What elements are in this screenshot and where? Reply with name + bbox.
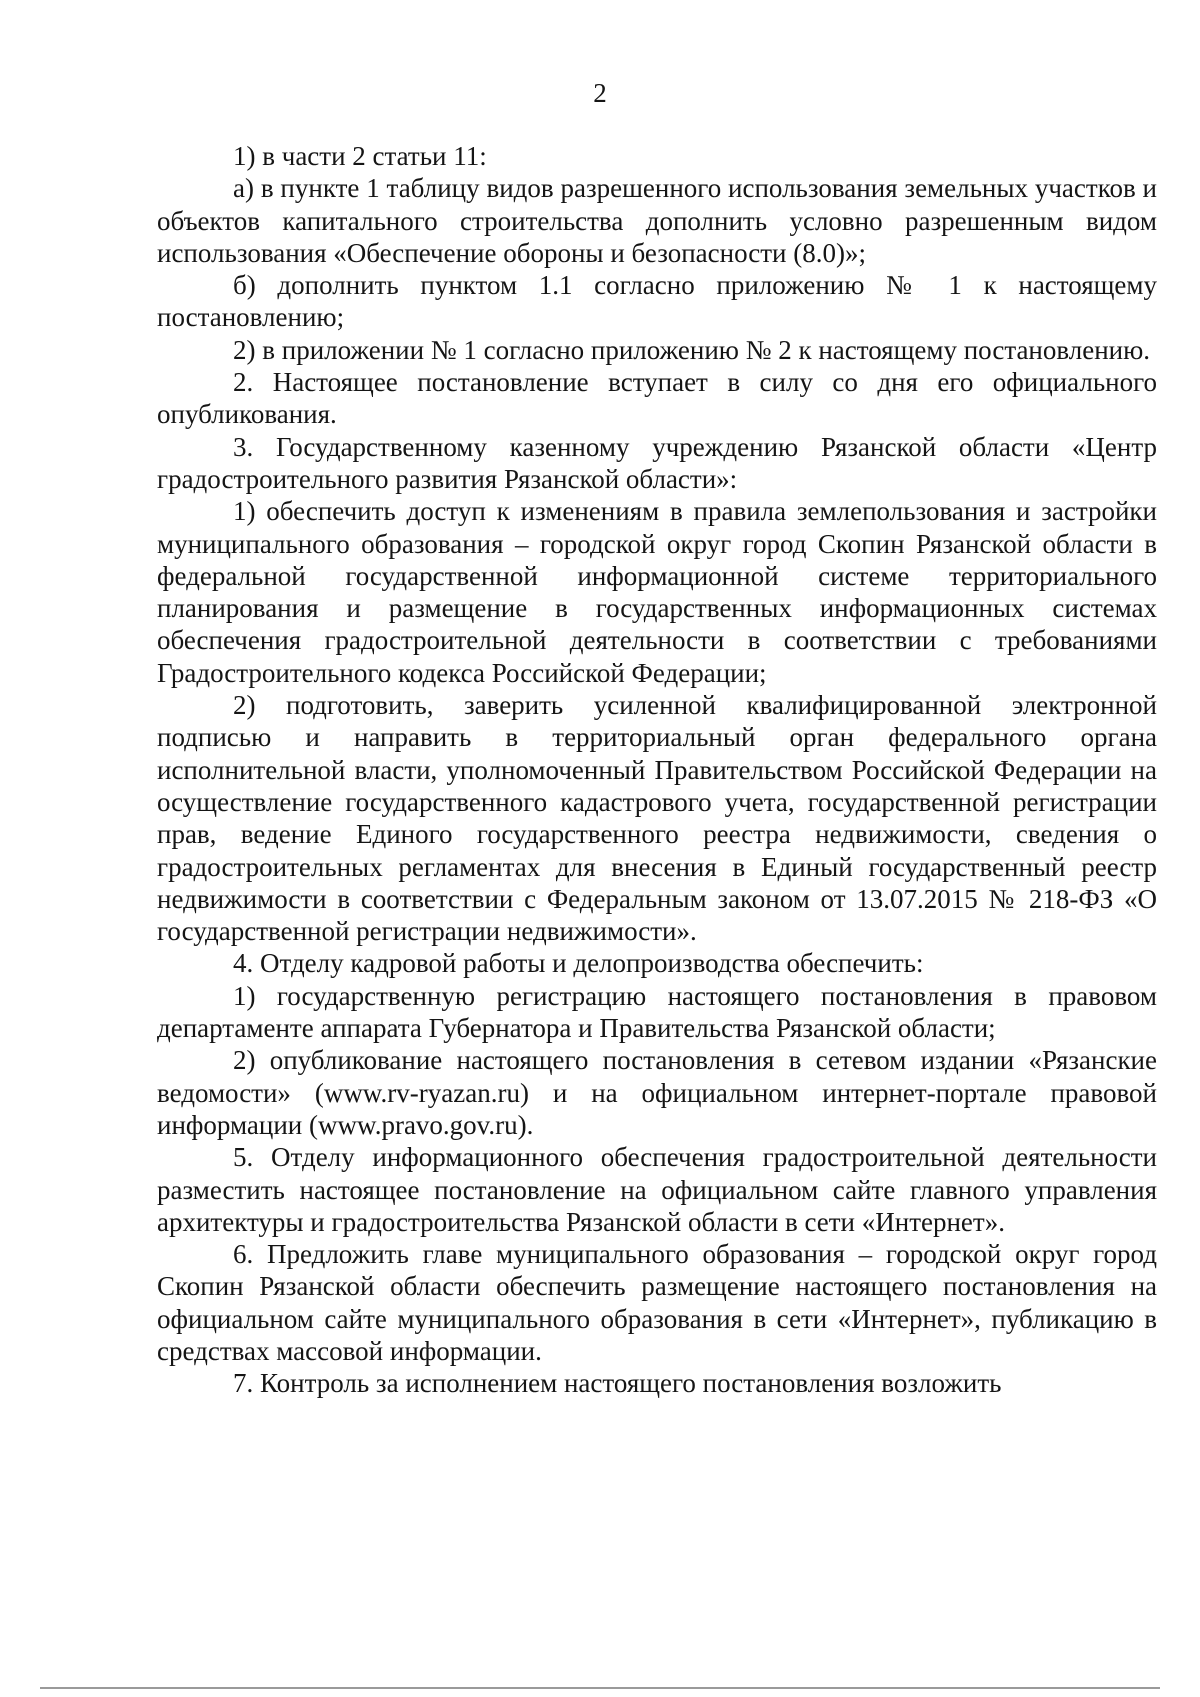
paragraph-clause-7: 7. Контроль за исполнением настоящего постановления возложить [233,1368,1002,1399]
paragraph-clause-4-item-1: 1) государственную регистрацию настоящего постановления в правовом департаменте аппарата Губернатора и Правительства Рязанской области; [157,980,1157,1044]
paragraph-clause-3-item-2: 2) подготовить, заверить усиленной квалифицированной электронной подписью и направить в территориальный орган федерального органа исполнительной власти, уполномоченный Правительством Российской Федерации на осуществление государственного кадастрового учета, государственной регистрации прав, ведение Единого государственного реестра недвижимости, сведения о градостроительных регламентах для внесения в Единый государственный реестр недвижимости в соответствии с Федеральным законом от 13.07.2015 № 218-ФЗ «О государственной регистрации недвижимости». [157,690,1157,947]
paragraph-subitem-a: а) в пункте 1 таблицу видов разрешенного использования земельных участков и объектов капитального строительства дополнить условно разрешенным видом использования «Обеспечение обороны и безопасности (8.0)»; [157,173,1157,268]
paragraph-clause-3: 3. Государственному казенному учреждению Рязанской области «Центр градостроительного развития Рязанской области»: [157,431,1157,494]
document-body [157,140,1157,1400]
paragraph-subitem-b: б) дополнить пунктом 1.1 согласно приложению № 1 к настоящему постановлению; [157,270,1157,333]
paragraph-part-2-article-11: 1) в части 2 статьи 11: [233,141,487,171]
paragraph-clause-4: 4. Отделу кадровой работы и делопроизводства обеспечить: [233,948,924,979]
paragraph-clause-3-item-1: 1) обеспечить доступ к изменениям в правила землепользования и застройки муниципального образования – городской округ город Скопин Рязанской области в федеральной государственной информационной системе территориального планирования и размещение в государственных информационных системах обеспечения градостроительной деятельности в соответствии с требованиями Градостроительного кодекса Российской Федерации; [157,496,1157,688]
paragraph-clause-2: 2. Настоящее постановление вступает в силу со дня его официального опубликования. [157,367,1157,430]
paragraph-item-2-appendix: 2) в приложении № 1 согласно приложению № 2 к настоящему постановлению. [233,334,1151,365]
paragraph-clause-5: 5. Отделу информационного обеспечения градостроительной деятельности разместить настоящее постановление на официальном сайте главного управления архитектуры и градостроительства Рязанской области в сети «Интернет». [157,1142,1157,1237]
scan-bottom-edge [40,1687,1160,1689]
paragraph-clause-6: 6. Предложить главе муниципального образования – городской округ город Скопин Рязанской области обеспечить размещение настоящего постановления на официальном сайте муниципального образования в сети «Интернет», публикацию в средствах массовой информации. [157,1239,1157,1366]
paragraph-clause-4-item-2: 2) опубликование настоящего постановления в сетевом издании «Рязанские ведомости» (www.rv-ryazan.ru) и на официальном интернет-портале правовой информации (www.pravo.gov.ru). [157,1045,1157,1140]
page-number: 2 [593,78,607,108]
